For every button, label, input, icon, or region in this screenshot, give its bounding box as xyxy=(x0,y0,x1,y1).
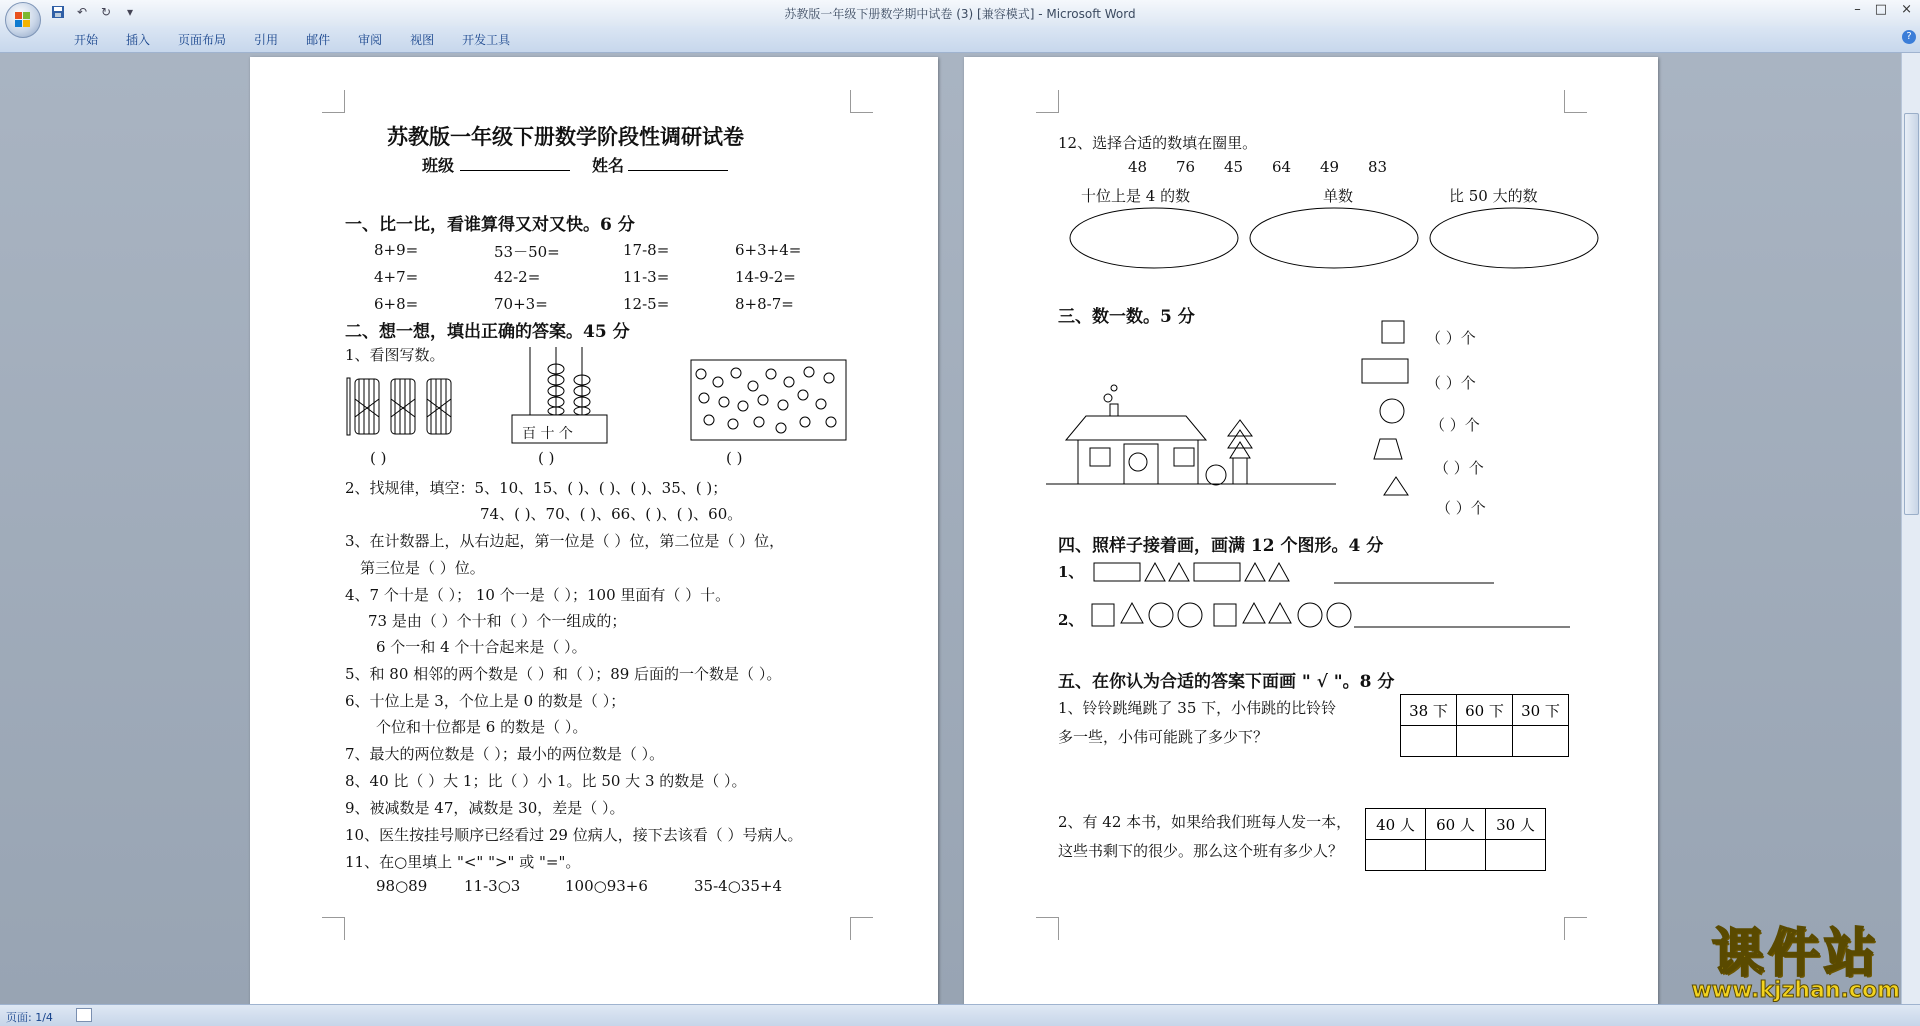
class-blank xyxy=(460,156,570,171)
answer-table-1 xyxy=(1400,694,1569,757)
question-8: 8、40 比（ ）大 1；比（ ）小 1。比 50 大 3 的数是（ ）。 xyxy=(345,772,747,790)
tab-developer[interactable]: 开发工具 xyxy=(462,33,511,47)
watermark-url: www.kjzhan.com xyxy=(1691,978,1900,1003)
question-4: 4、7 个十是（ ）； 10 个一是（ ）；100 里面有（ ）十。 xyxy=(345,586,731,604)
category-label: 单数 xyxy=(1323,187,1354,205)
calc-cell: 11-3= xyxy=(623,268,670,286)
question-9: 9、被减数是 47，减数是 30，差是（ ）。 xyxy=(345,799,625,817)
question-6-cont: 个位和十位都是 6 的数是（ ）。 xyxy=(376,718,588,736)
sorting-ellipses xyxy=(1070,207,1610,271)
window-controls xyxy=(1854,2,1912,17)
count-answer: （ ）个 xyxy=(1430,416,1480,434)
select-question-2-cont: 这些书剩下的很少。那么这个班有多少人？ xyxy=(1058,842,1344,860)
title-bar xyxy=(0,0,1920,26)
answer-paren: ( ) xyxy=(726,449,743,467)
select-question-1-cont: 多一些，小伟可能跳了多少下？ xyxy=(1058,728,1269,746)
tab-view[interactable]: 视图 xyxy=(410,33,435,47)
question-2-cont: 74、( )、70、( )、66、( )、( )、60。 xyxy=(480,505,743,523)
calc-cell: 12-5= xyxy=(623,295,670,313)
vertical-scrollbar[interactable] xyxy=(1901,53,1920,1004)
spellcheck-icon[interactable] xyxy=(76,1008,92,1022)
number-option: 45 xyxy=(1224,158,1244,176)
pattern-2-label: 2、 xyxy=(1058,611,1084,629)
tab-review[interactable]: 审阅 xyxy=(358,33,383,47)
compare-item: 35-4○35+4 xyxy=(694,877,782,895)
category-label: 比 50 大的数 xyxy=(1449,187,1538,205)
question-11: 11、在○里填上 "<" ">" 或 "="。 xyxy=(345,853,581,871)
page-1[interactable] xyxy=(250,57,938,1004)
office-logo-icon xyxy=(15,12,31,28)
scrollbar-thumb[interactable] xyxy=(1904,113,1919,515)
name-label: 姓名 xyxy=(592,156,625,175)
ribbon xyxy=(0,26,1920,53)
count-shapes xyxy=(1356,319,1416,509)
answer-option[interactable]: 40 人 xyxy=(1366,809,1426,840)
answer-check-cell[interactable] xyxy=(1366,840,1426,871)
answer-option[interactable]: 30 人 xyxy=(1486,809,1546,840)
question-1: 1、看图写数。 xyxy=(345,346,445,364)
tab-mailings[interactable]: 邮件 xyxy=(306,33,331,47)
section-4-heading: 四、照样子接着画，画满 12 个图形。4 分 xyxy=(1058,536,1384,556)
count-answer: （ ）个 xyxy=(1434,459,1484,477)
tab-page-layout[interactable]: 页面布局 xyxy=(178,33,227,47)
calc-cell: 8+8-7= xyxy=(735,295,794,313)
answer-check-cell[interactable] xyxy=(1513,726,1569,757)
exam-title: 苏教版一年级下册数学阶段性调研试卷 xyxy=(387,124,744,149)
crop-mark xyxy=(1564,917,1587,940)
calc-cell: 14-9-2= xyxy=(735,268,796,286)
compare-item: 98○89 xyxy=(376,877,428,895)
question-3: 3、在计数器上，从右边起，第一位是（ ）位，第二位是（ ）位， xyxy=(345,532,785,550)
help-icon[interactable]: ? xyxy=(1902,30,1916,44)
answer-check-cell[interactable] xyxy=(1486,840,1546,871)
answer-option[interactable]: 30 下 xyxy=(1513,695,1569,726)
question-4-cont: 6 个一和 4 个十合起来是（ ）。 xyxy=(376,638,587,656)
tab-insert[interactable]: 插入 xyxy=(126,33,151,47)
number-option: 83 xyxy=(1368,158,1388,176)
count-answer: （ ）个 xyxy=(1426,329,1476,347)
calc-cell: 6+8= xyxy=(374,295,419,313)
close-button[interactable]: × xyxy=(1901,2,1912,17)
answer-option[interactable]: 38 下 xyxy=(1401,695,1457,726)
section-2-heading: 二、想一想，填出正确的答案。45 分 xyxy=(345,322,630,342)
answer-table-2 xyxy=(1365,808,1546,871)
crop-mark xyxy=(850,90,873,113)
undo-icon[interactable]: ↶ xyxy=(76,5,88,19)
answer-paren: ( ) xyxy=(538,449,555,467)
question-5: 5、和 80 相邻的两个数是（ ）和（ ）；89 后面的一个数是（ ）。 xyxy=(345,665,782,683)
answer-check-cell[interactable] xyxy=(1401,726,1457,757)
crop-mark xyxy=(1036,90,1059,113)
number-option: 49 xyxy=(1320,158,1340,176)
crop-mark xyxy=(1036,917,1059,940)
pattern-2-shapes xyxy=(1092,601,1632,629)
calc-cell: 42-2= xyxy=(494,268,541,286)
section-5-heading: 五、在你认为合适的答案下面画 " √ "。8 分 xyxy=(1058,672,1395,692)
pattern-1-shapes xyxy=(1094,559,1614,585)
question-7: 7、最大的两位数是（ ）；最小的两位数是（ ）。 xyxy=(345,745,665,763)
question-6: 6、十位上是 3，个位上是 0 的数是（ ）； xyxy=(345,692,626,710)
crop-mark xyxy=(1564,90,1587,113)
redo-icon[interactable]: ↻ xyxy=(100,5,112,19)
category-label: 十位上是 4 的数 xyxy=(1081,187,1191,205)
question-2: 2、找规律，填空：5、10、15、( )、( )、( )、35、( )； xyxy=(345,479,728,497)
compare-item: 11-3○3 xyxy=(464,877,521,895)
answer-check-cell[interactable] xyxy=(1457,726,1513,757)
minimize-button[interactable]: – xyxy=(1854,2,1861,17)
number-option: 48 xyxy=(1128,158,1148,176)
stick-bundles-figure xyxy=(345,377,455,437)
abacus-label: 百 十 个 xyxy=(522,426,573,442)
select-question-1: 1、铃铃跳绳跳了 35 下，小伟跳的比铃铃 xyxy=(1058,699,1337,717)
calc-cell: 70+3= xyxy=(494,295,548,313)
document-workspace[interactable] xyxy=(0,53,1902,1004)
dots-figure xyxy=(691,360,851,442)
page-indicator[interactable]: 页面: 1/4 xyxy=(6,1011,53,1024)
answer-paren: ( ) xyxy=(370,449,387,467)
calc-cell: 17-8= xyxy=(623,241,670,259)
maximize-button[interactable]: □ xyxy=(1874,2,1888,17)
window-title: 苏教版一年级下册数学期中试卷 (3) [兼容模式] - Microsoft Word xyxy=(784,7,1136,21)
page-2[interactable] xyxy=(964,57,1658,1004)
pattern-1-label: 1、 xyxy=(1058,563,1084,581)
count-answer: （ ）个 xyxy=(1426,374,1476,392)
question-4-cont: 73 是由（ ）个十和（ ）个一组成的； xyxy=(368,612,627,630)
question-10: 10、医生按挂号顺序已经看过 29 位病人，接下去该看（ ）号病人。 xyxy=(345,826,803,844)
office-button[interactable] xyxy=(5,2,41,38)
count-answer: （ ）个 xyxy=(1436,499,1486,517)
site-watermark xyxy=(1691,926,1900,1003)
calc-cell: 6+3+4= xyxy=(735,241,802,259)
customize-qat-icon[interactable]: ▾ xyxy=(126,5,134,19)
section-1-heading: 一、比一比，看谁算得又对又快。6 分 xyxy=(345,215,635,235)
class-label: 班级 xyxy=(422,156,455,175)
answer-option[interactable]: 60 下 xyxy=(1457,695,1513,726)
answer-option[interactable]: 60 人 xyxy=(1426,809,1486,840)
crop-mark xyxy=(850,917,873,940)
calc-cell: 53－50= xyxy=(494,243,560,261)
question-3-cont: 第三位是（ ）位。 xyxy=(360,559,485,577)
status-bar xyxy=(0,1004,1920,1026)
ribbon-tabs xyxy=(60,31,524,48)
crop-mark xyxy=(322,90,345,113)
calc-cell: 4+7= xyxy=(374,268,419,286)
crop-mark xyxy=(322,917,345,940)
answer-check-cell[interactable] xyxy=(1426,840,1486,871)
watermark-title: 课件站 xyxy=(1711,924,1880,984)
number-option: 76 xyxy=(1176,158,1196,176)
select-question-2: 2、有 42 本书，如果给我们班每人发一本， xyxy=(1058,813,1352,831)
number-option: 64 xyxy=(1272,158,1292,176)
tab-references[interactable]: 引用 xyxy=(254,33,279,47)
question-12: 12、选择合适的数填在圈里。 xyxy=(1058,134,1258,152)
calc-cell: 8+9= xyxy=(374,241,419,259)
section-3-heading: 三、数一数。5 分 xyxy=(1058,307,1195,327)
name-blank xyxy=(628,156,728,171)
house-figure xyxy=(1046,372,1346,492)
compare-item: 100○93+6 xyxy=(565,877,648,895)
tab-home[interactable]: 开始 xyxy=(74,33,99,47)
